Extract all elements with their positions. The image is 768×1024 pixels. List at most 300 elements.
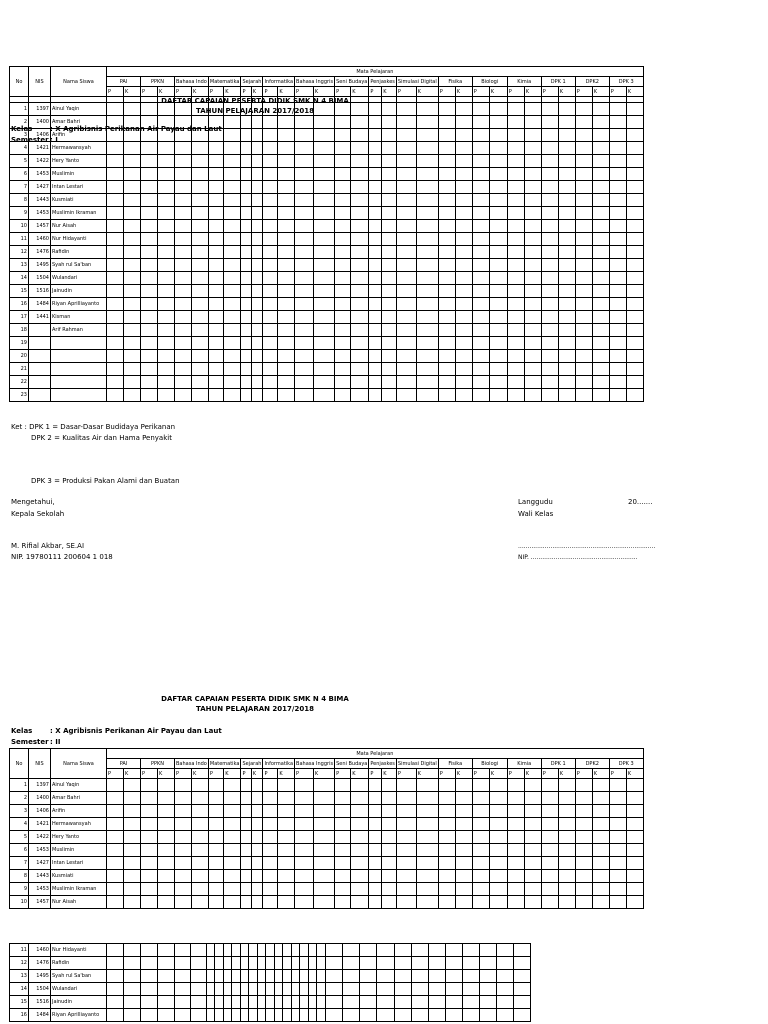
grade-cell xyxy=(592,870,609,883)
subcol-k: K xyxy=(455,769,472,779)
grade-cell xyxy=(472,870,489,883)
table-row xyxy=(10,155,644,168)
doc-title: DAFTAR CAPAIAN PESERTA DIDIK SMK N 4 BIMA xyxy=(161,97,349,105)
grade-cell xyxy=(263,103,278,116)
grade-cell xyxy=(158,957,175,970)
grade-cell xyxy=(455,831,472,844)
grade-cell xyxy=(396,363,416,376)
grade-cell xyxy=(541,883,558,896)
grade-cell xyxy=(489,350,507,363)
grade-cell xyxy=(626,896,643,909)
grade-cell xyxy=(626,350,643,363)
grade-cell xyxy=(351,103,369,116)
grade-cell xyxy=(626,272,643,285)
grade-cell xyxy=(278,259,295,272)
grade-cell xyxy=(175,831,192,844)
grade-cell xyxy=(480,957,497,970)
row-name: Arifin xyxy=(51,805,107,818)
grade-cell xyxy=(507,246,524,259)
grade-cell xyxy=(191,168,208,181)
grade-cell xyxy=(224,337,241,350)
table-row xyxy=(10,142,644,155)
grade-cell xyxy=(575,207,592,220)
grade-cell xyxy=(175,311,192,324)
grade-cell xyxy=(335,896,351,909)
grade-cell xyxy=(224,883,241,896)
grade-cell xyxy=(592,194,609,207)
grade-cell xyxy=(592,350,609,363)
grade-cell xyxy=(258,944,266,957)
grade-cell xyxy=(175,194,192,207)
grade-cell xyxy=(472,337,489,350)
grade-cell xyxy=(472,818,489,831)
grade-cell xyxy=(292,970,300,983)
grade-cell xyxy=(396,870,416,883)
grade-cell xyxy=(524,857,541,870)
grade-cell xyxy=(251,350,263,363)
row-nis: 1484 xyxy=(29,298,51,311)
grade-cell xyxy=(575,129,592,142)
grade-cell xyxy=(472,272,489,285)
grade-cell xyxy=(575,805,592,818)
grade-cell xyxy=(124,844,141,857)
grade-cell xyxy=(158,220,175,233)
col-header-mata-pelajaran: Mata Pelajaran xyxy=(107,67,644,77)
grade-cell xyxy=(224,272,241,285)
subcol-p: P xyxy=(438,87,455,97)
grade-cell xyxy=(541,818,558,831)
grade-cell xyxy=(208,194,223,207)
row-no: 1 xyxy=(10,103,29,116)
grade-cell xyxy=(396,805,416,818)
grade-cell xyxy=(369,831,382,844)
grade-cell xyxy=(455,155,472,168)
grade-cell xyxy=(575,818,592,831)
grade-cell xyxy=(208,155,223,168)
row-no: 21 xyxy=(10,363,29,376)
grade-cell xyxy=(107,350,124,363)
grade-cell xyxy=(158,389,175,402)
grade-cell xyxy=(396,116,416,129)
grade-cell xyxy=(107,883,124,896)
grade-cell xyxy=(455,220,472,233)
grade-cell xyxy=(351,285,369,298)
grade-cell xyxy=(524,272,541,285)
grade-cell xyxy=(592,142,609,155)
grade-cell xyxy=(575,194,592,207)
grade-cell xyxy=(382,129,397,142)
grade-cell xyxy=(295,311,314,324)
grade-cell xyxy=(335,220,351,233)
grade-cell xyxy=(507,389,524,402)
grade-cell xyxy=(489,311,507,324)
grade-cell xyxy=(141,168,158,181)
row-nis: 1441 xyxy=(29,311,51,324)
grade-cell xyxy=(251,363,263,376)
grade-cell xyxy=(313,779,334,792)
grade-cell xyxy=(575,883,592,896)
grade-cell xyxy=(412,957,429,970)
row-no: 15 xyxy=(10,996,29,1009)
grade-cell xyxy=(335,142,351,155)
grade-cell xyxy=(489,779,507,792)
grade-cell xyxy=(626,883,643,896)
grade-cell xyxy=(416,389,438,402)
grade-cell xyxy=(278,233,295,246)
grade-cell xyxy=(124,870,141,883)
table-row xyxy=(10,944,531,957)
grade-cell xyxy=(191,818,208,831)
grade-cell xyxy=(208,246,223,259)
grade-cell xyxy=(263,896,278,909)
grade-cell xyxy=(124,376,141,389)
grade-cell xyxy=(309,983,317,996)
grade-cell xyxy=(158,337,175,350)
grade-cell xyxy=(263,363,278,376)
grade-cell xyxy=(626,363,643,376)
grade-cell xyxy=(141,883,158,896)
grade-cell xyxy=(158,944,175,957)
grade-cell xyxy=(524,116,541,129)
grade-cell xyxy=(489,389,507,402)
grade-cell xyxy=(224,870,241,883)
grade-cell xyxy=(592,116,609,129)
grade-cell xyxy=(382,857,397,870)
grade-cell xyxy=(609,311,626,324)
grade-cell xyxy=(472,389,489,402)
table-row xyxy=(10,311,644,324)
row-name: Kusmiati xyxy=(51,870,107,883)
grade-cell xyxy=(107,389,124,402)
grade-cell xyxy=(141,155,158,168)
table-row xyxy=(10,298,644,311)
grade-cell xyxy=(592,233,609,246)
grade-cell xyxy=(124,155,141,168)
doc-title-2: DAFTAR CAPAIAN PESERTA DIDIK SMK N 4 BIMA xyxy=(161,695,349,703)
grade-cell xyxy=(524,389,541,402)
grade-cell xyxy=(295,324,314,337)
grade-cell xyxy=(369,792,382,805)
row-no: 23 xyxy=(10,389,29,402)
grade-cell xyxy=(295,129,314,142)
grade-cell xyxy=(263,272,278,285)
grade-cell xyxy=(396,792,416,805)
grade-cell xyxy=(258,996,266,1009)
grade-cell xyxy=(626,129,643,142)
grade-cell xyxy=(429,957,446,970)
grade-cell xyxy=(208,337,223,350)
grade-cell xyxy=(541,844,558,857)
grade-cell xyxy=(438,194,455,207)
grade-cell xyxy=(558,350,575,363)
grade-cell xyxy=(313,337,334,350)
grade-cell xyxy=(224,818,241,831)
grade-cell xyxy=(455,350,472,363)
subcol-k: K xyxy=(524,87,541,97)
grade-cell xyxy=(191,259,208,272)
grade-cell xyxy=(472,155,489,168)
row-name: Muslimin Ikraman xyxy=(51,207,107,220)
grade-cell xyxy=(558,870,575,883)
grade-cell xyxy=(124,1009,141,1022)
row-nis: 1406 xyxy=(29,805,51,818)
table-row xyxy=(10,779,644,792)
row-no: 17 xyxy=(10,311,29,324)
grade-cell xyxy=(396,155,416,168)
grade-cell xyxy=(396,129,416,142)
grade-cell xyxy=(382,883,397,896)
grade-cell xyxy=(369,116,382,129)
grade-cell xyxy=(507,142,524,155)
grade-cell xyxy=(263,779,278,792)
grade-cell xyxy=(141,779,158,792)
grade-cell xyxy=(263,116,278,129)
grade-cell xyxy=(472,350,489,363)
grade-cell xyxy=(124,792,141,805)
grade-cell xyxy=(592,324,609,337)
grade-cell xyxy=(416,337,438,350)
grade-cell xyxy=(175,233,192,246)
grade-cell xyxy=(609,233,626,246)
subject-header: Biologi xyxy=(472,759,507,769)
row-name: Syah rul Sa'ban xyxy=(51,259,107,272)
grade-cell xyxy=(335,779,351,792)
grade-cell xyxy=(541,181,558,194)
grade-cell xyxy=(472,116,489,129)
grade-cell xyxy=(175,298,192,311)
row-no: 14 xyxy=(10,272,29,285)
grade-cell xyxy=(292,1009,300,1022)
grade-cell xyxy=(141,844,158,857)
grade-cell xyxy=(208,792,223,805)
grade-cell xyxy=(175,818,192,831)
grade-cell xyxy=(275,957,283,970)
row-nis: 1422 xyxy=(29,831,51,844)
row-nis: 1397 xyxy=(29,779,51,792)
row-name: Nur Aisah xyxy=(51,220,107,233)
grade-cell xyxy=(514,1009,531,1022)
grade-cell xyxy=(396,311,416,324)
grade-cell xyxy=(558,324,575,337)
grade-cell xyxy=(489,207,507,220)
grade-cell xyxy=(575,857,592,870)
grade-cell xyxy=(251,194,263,207)
grade-cell xyxy=(275,970,283,983)
grade-cell xyxy=(558,116,575,129)
grade-cell xyxy=(351,233,369,246)
grade-cell xyxy=(335,116,351,129)
grade-cell xyxy=(351,155,369,168)
subcol-k: K xyxy=(224,769,241,779)
grade-cell xyxy=(472,129,489,142)
kepala-nip: NIP. 19780111 200604 1 018 xyxy=(11,553,113,561)
grade-cell xyxy=(575,376,592,389)
grade-cell xyxy=(626,220,643,233)
grade-cell xyxy=(497,1009,514,1022)
grade-cell xyxy=(295,285,314,298)
grade-cell xyxy=(592,805,609,818)
grade-cell xyxy=(175,103,192,116)
subcol-p: P xyxy=(208,87,223,97)
grade-cell xyxy=(124,207,141,220)
grade-cell xyxy=(295,337,314,350)
grade-cell xyxy=(124,129,141,142)
subcol-k: K xyxy=(489,769,507,779)
grade-cell xyxy=(382,818,397,831)
row-name: Arifin xyxy=(51,129,107,142)
grade-cell xyxy=(541,103,558,116)
grade-cell xyxy=(343,970,360,983)
grade-cell xyxy=(335,337,351,350)
row-no: 6 xyxy=(10,168,29,181)
grade-cell xyxy=(251,116,263,129)
grade-cell xyxy=(626,298,643,311)
grade-cell xyxy=(313,818,334,831)
grade-cell xyxy=(232,970,241,983)
grade-cell xyxy=(335,363,351,376)
grade-cell xyxy=(313,103,334,116)
row-nis xyxy=(29,337,51,350)
grade-cell xyxy=(326,983,343,996)
grade-cell xyxy=(191,142,208,155)
grade-cell xyxy=(626,181,643,194)
grade-cell xyxy=(335,181,351,194)
grade-cell xyxy=(241,298,251,311)
grade-cell xyxy=(541,857,558,870)
grade-cell xyxy=(489,818,507,831)
grade-cell xyxy=(175,181,192,194)
grade-cell xyxy=(278,844,295,857)
subcol-k: K xyxy=(158,87,175,97)
grade-cell xyxy=(224,129,241,142)
grade-cell xyxy=(283,996,292,1009)
grade-cell xyxy=(507,311,524,324)
grade-cell xyxy=(158,805,175,818)
grade-cell xyxy=(191,103,208,116)
grade-cell xyxy=(124,142,141,155)
grade-cell xyxy=(175,129,192,142)
grade-cell xyxy=(158,779,175,792)
grade-cell xyxy=(626,194,643,207)
grade-cell xyxy=(295,259,314,272)
table-row xyxy=(10,389,644,402)
grade-cell xyxy=(175,792,192,805)
subcol-k: K xyxy=(251,769,263,779)
grade-cell xyxy=(489,285,507,298)
grade-cell xyxy=(251,883,263,896)
grade-cell xyxy=(158,142,175,155)
grade-cell xyxy=(489,805,507,818)
grade-cell xyxy=(507,792,524,805)
grade-cell xyxy=(524,233,541,246)
grade-cell xyxy=(283,957,292,970)
table-row xyxy=(10,844,644,857)
row-name: Riyan Aprilliayanto xyxy=(51,298,107,311)
row-name: Hery Yanto xyxy=(51,831,107,844)
grade-cell xyxy=(191,220,208,233)
grade-cell xyxy=(141,792,158,805)
grade-cell xyxy=(541,168,558,181)
grade-cell xyxy=(141,116,158,129)
grade-cell xyxy=(251,285,263,298)
grade-cell xyxy=(472,298,489,311)
grade-cell xyxy=(141,103,158,116)
row-name: Rafidin xyxy=(51,246,107,259)
grade-cell xyxy=(266,983,275,996)
grade-cell xyxy=(429,983,446,996)
grade-cell xyxy=(335,233,351,246)
grade-cell xyxy=(191,983,207,996)
grade-cell xyxy=(507,818,524,831)
grade-cell xyxy=(300,983,309,996)
subject-header: Simulasi Digital xyxy=(397,78,437,85)
grade-cell xyxy=(382,181,397,194)
grade-cell xyxy=(396,831,416,844)
table-row xyxy=(10,259,644,272)
row-no: 19 xyxy=(10,337,29,350)
grade-cell xyxy=(541,389,558,402)
grades-table-semester-2 xyxy=(9,748,644,909)
grade-cell xyxy=(416,285,438,298)
grade-cell xyxy=(609,350,626,363)
row-name xyxy=(51,337,107,350)
grade-cell xyxy=(124,970,141,983)
grade-cell xyxy=(278,142,295,155)
grade-cell xyxy=(141,207,158,220)
grade-cell xyxy=(369,324,382,337)
grade-cell xyxy=(351,181,369,194)
row-no: 4 xyxy=(10,818,29,831)
grade-cell xyxy=(524,220,541,233)
grade-cell xyxy=(541,155,558,168)
grade-cell xyxy=(208,779,223,792)
grade-cell xyxy=(141,194,158,207)
grade-cell xyxy=(251,896,263,909)
grade-cell xyxy=(369,870,382,883)
grade-cell xyxy=(429,970,446,983)
grade-cell xyxy=(175,142,192,155)
kelas-label: Kelas xyxy=(11,125,33,133)
grade-cell xyxy=(266,1009,275,1022)
grade-cell xyxy=(295,272,314,285)
grade-cell xyxy=(455,883,472,896)
grade-cell xyxy=(626,870,643,883)
grade-cell xyxy=(191,1009,207,1022)
subcol-p: P xyxy=(472,769,489,779)
grade-cell xyxy=(507,272,524,285)
subcol-p: P xyxy=(208,769,223,779)
row-name: Muslimin xyxy=(51,168,107,181)
row-nis: 1421 xyxy=(29,142,51,155)
grade-cell xyxy=(107,285,124,298)
grade-cell xyxy=(369,857,382,870)
grade-cell xyxy=(351,220,369,233)
grade-cell xyxy=(609,298,626,311)
grade-cell xyxy=(351,194,369,207)
grade-cell xyxy=(208,870,223,883)
subcol-p: P xyxy=(241,769,251,779)
grade-cell xyxy=(351,246,369,259)
subject-header: DPK 3 xyxy=(609,759,643,769)
grade-cell xyxy=(609,129,626,142)
row-nis: 1427 xyxy=(29,181,51,194)
grade-cell xyxy=(377,957,395,970)
grade-cell xyxy=(224,246,241,259)
grade-cell xyxy=(558,844,575,857)
grade-cell xyxy=(335,207,351,220)
grade-cell xyxy=(416,103,438,116)
grade-cell xyxy=(396,259,416,272)
